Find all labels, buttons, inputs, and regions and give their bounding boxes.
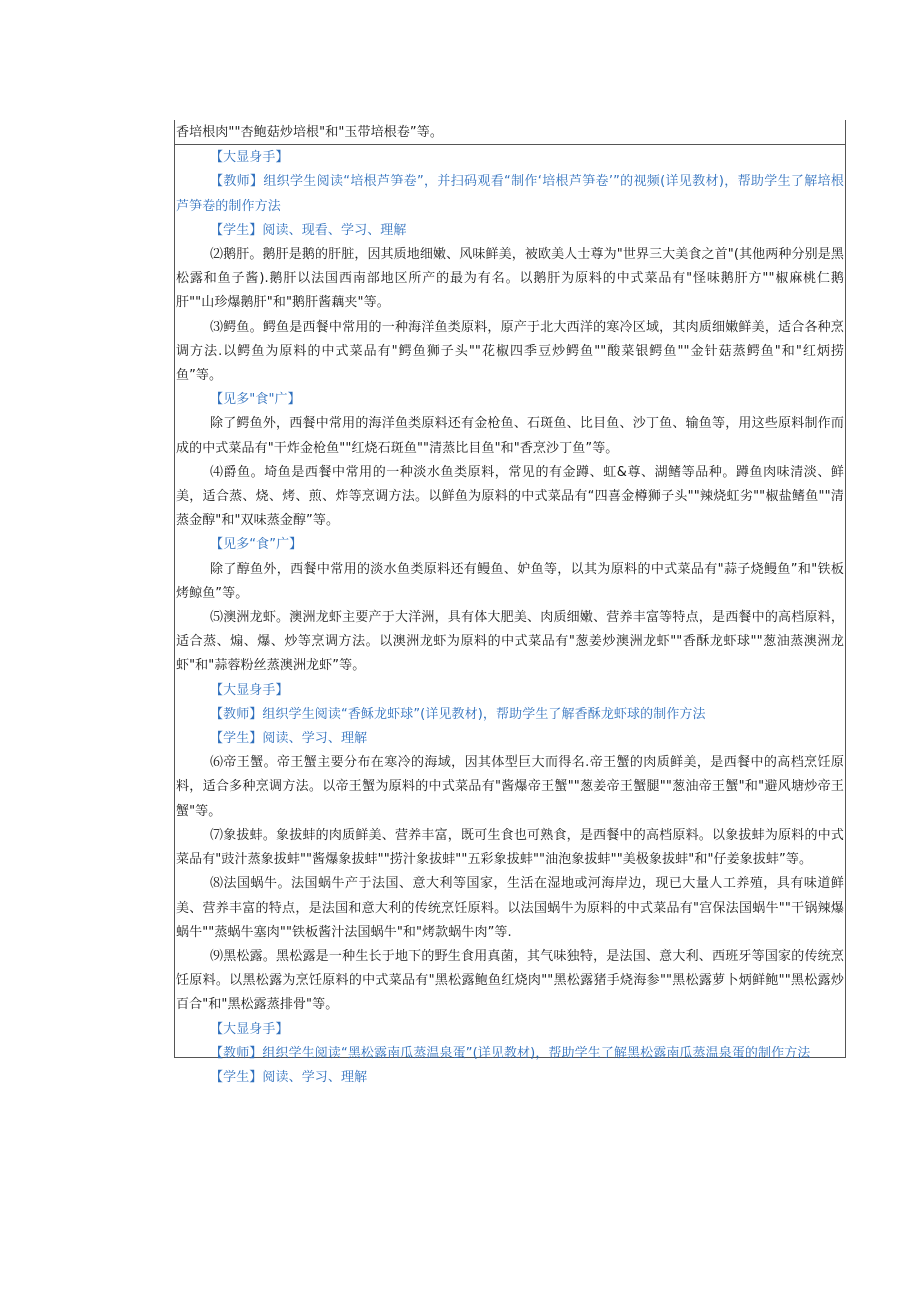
body-paragraph: 除了醇鱼外，西餐中常用的淡水鱼类原料还有鳗鱼、妒鱼等，以其为原料的中式菜品有"蒜子烧鳗鱼”和"铁板烤鲸鱼”等。: [176, 561, 844, 601]
activity-line: 【大显身手】: [210, 682, 289, 698]
activity-line: 【大显身手】: [210, 150, 289, 166]
activity-line: 【学生】阅读、现看、学习、理解: [210, 222, 407, 238]
body-paragraph: 除了鳄鱼外，西餐中常用的海洋鱼类原料还有金枪鱼、石斑鱼、比目鱼、沙丁鱼、输鱼等，用这些原料制作而成的中式菜品有"干炸金枪鱼""红烧石斑鱼""清蒸比目鱼"和"香烹沙丁鱼”等。: [176, 416, 844, 456]
activity-line: 【学生】阅读、学习、理解: [210, 1069, 368, 1085]
document-body: [176, 121, 844, 1090]
top-cell-text: 香培根肉""杏鲍菇炒培根"和"玉带培根卷”等。: [176, 125, 443, 140]
activity-line: 【见多"食"广】: [210, 392, 301, 408]
activity-line: 【见多“食”广】: [210, 537, 303, 553]
activity-line: 【学生】阅读、学习、理解: [210, 731, 368, 747]
body-paragraph: ⑵鹅肝。鹅肝是鹅的肝脏，因其质地细嫩、风味鲜美，被欧美人士尊为"世界三大美食之首"(其他两种分别是黑松露和鱼子酱).鹅肝以法国西南部地区所产的最为有名。以鹅肝为原料的中式菜品有"怪味鹅肝方""椒麻桃仁鹅肝""山珍爆鹅肝"和"鹅肝酱藕夹"等。: [176, 247, 844, 311]
lesson-paragraphs: [176, 146, 844, 1090]
body-paragraph: ⑸澳洲龙虾。澳洲龙虾主要产于大洋洲，具有体大肥美、肉质细嫩、营养丰富等特点，是西餐中的高档原料，适合蒸、煽、爆、炒等烹调方法。以澳洲龙虾为原料的中式菜品有"葱姜炒澳洲龙虾""香酥龙虾球""葱油蒸澳洲龙虾"和"蒜蓉粉丝蒸澳洲龙虾”等。: [176, 610, 844, 674]
body-paragraph: ⑼黑松露。黑松露是一种生长于地下的野生食用真菌，其气味独特，是法国、意大利、西班牙等国家的传统烹饪原料。以黑松露为烹饪原料的中式菜品有"黑松露鲍鱼红烧肉""黑松露猪手烧海参""黑松露萝卜炳鲜鲍""黑松露炒百合"和"黑松露蒸排骨"等。: [176, 948, 844, 1013]
activity-line: 【大显身手】: [210, 1021, 289, 1037]
body-paragraph: ⑺象拔蚌。象拔蚌的肉质鲜美、营养丰富，既可生食也可熟食，是西餐中的高档原料。以象拔蚌为原料的中式菜品有"豉汁蒸象拔蚌""酱爆象拔蚌""捞汁象拔蚌""五彩象拔蚌""油泡象拔蚌""美极象拔蚌"和"仔姜象拔蚌”等。: [176, 827, 844, 868]
body-paragraph: ⑶鳄鱼。鳄鱼是西餐中常用的一种海洋鱼类原料，原产于北大西洋的寒冷区域，其肉质细嫩鲜美，适合各种烹调方法.以鳄鱼为原料的中式菜品有"鳄鱼狮子头""花椒四季豆炒鳄鱼""酸菜银鳄鱼""金针菇蒸鳄鱼"和"红炳捞鱼”等。: [176, 319, 844, 384]
activity-line: 【教师】组织学生阅读“黑松露南瓜蒸温泉蛋”(详见教材)，帮助学生了解黑松露南瓜蒸温泉蛋的制作方法: [210, 1045, 811, 1061]
body-paragraph: ⑷爵鱼。埼鱼是西餐中常用的一种淡水鱼类原料，常见的有金蹲、虹&尊、湖鳍等品种。蹲鱼肉味清淡、鲜美，适合蒸、烧、烤、煎、炸等烹调方法。以鲜鱼为原料的中式菜品有“四喜金樽狮子头""辣烧虹劣""椒盐鳍鱼""清蒸金醇"和"双味蒸金醇”等。: [176, 464, 844, 529]
activity-line: 【教师】组织学生阅读“香稣龙虾球”(详见教材)，帮助学生了解香酥龙虾球的制作方法: [210, 706, 706, 722]
body-paragraph: ⑻法国蜗牛。法国蜗牛产于法国、意大利等国家，生活在湿地或河海岸边，现已大量人工养殖，具有味道鲜美、营养丰富的特点，是法国和意大利的传统烹饪原料。以法国蜗牛为原料的中式菜品有"宫保法国蜗牛""干锅辣爆蜗牛""蒸蜗牛塞肉""铁板酱汁法国蜗牛"和"烤款蜗牛肉”等.: [176, 876, 844, 940]
activity-line: 【教师】组织学生阅读“培根芦笋卷”，并扫码观看“制作‘培根芦笋卷’”的视频(详见教材)，帮助学生了解培根芦笋卷的制作方法: [176, 174, 844, 214]
body-paragraph: ⑹帝王蟹。帝王蟹主要分布在寒冷的海域，因其体型巨大而得名.帝王蟹的肉质鲜美，是西餐中的高档烹饪原料，适合多种烹调方法。以帝王蟹为原料的中式菜品有"酱爆帝王蟹""葱姜帝王蟹腿""葱油帝王蟹"和"避风塘炒帝王蟹"等。: [176, 755, 844, 819]
